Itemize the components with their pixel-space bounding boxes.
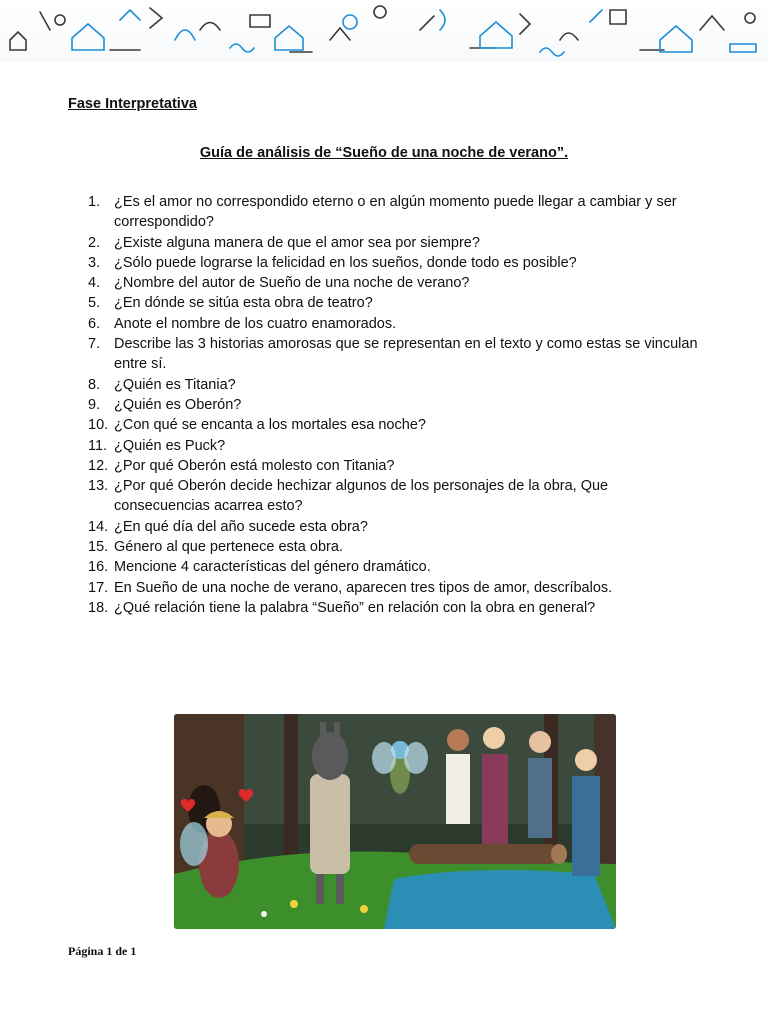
question-list <box>88 192 708 618</box>
question-number: 18. <box>88 599 109 616</box>
question-number: 10. <box>88 417 109 434</box>
question-item <box>88 293 708 313</box>
question-text: Mencione 4 características del género dramático. <box>114 559 431 576</box>
question-text: ¿Quién es Oberón? <box>114 396 242 413</box>
question-text: ¿Nombre del autor de Sueño de una noche de verano? <box>114 275 470 292</box>
question-item <box>88 253 708 273</box>
question-text: Describe las 3 historias amorosas que se representan en el texto y como estas se vinculan entre sí. <box>114 336 698 373</box>
question-item <box>88 334 708 375</box>
question-number: 5. <box>88 295 101 312</box>
question-number: 12. <box>88 457 109 474</box>
question-number: 2. <box>88 234 101 251</box>
question-item <box>88 578 708 598</box>
question-item <box>88 476 708 517</box>
question-text: ¿En dónde se sitúa esta obra de teatro? <box>114 295 373 312</box>
question-number: 6. <box>88 315 101 332</box>
question-text: ¿Sólo puede lograrse la felicidad en los sueños, donde todo es posible? <box>114 254 577 271</box>
question-number: 8. <box>88 376 101 393</box>
doodle-pattern <box>0 0 768 62</box>
question-text: Género al que pertenece esta obra. <box>114 539 343 556</box>
question-number: 9. <box>88 396 101 413</box>
question-item <box>88 415 708 435</box>
page-footer: Página 1 de 1 <box>68 944 137 958</box>
question-number: 3. <box>88 254 101 271</box>
question-text: ¿Con qué se encanta a los mortales esa noche? <box>114 417 426 434</box>
question-text: ¿Por qué Oberón decide hechizar algunos de los personajes de la obra, Que consecuencias acarrea esto? <box>114 478 609 515</box>
question-text: ¿En qué día del año sucede esta obra? <box>114 518 368 535</box>
question-text: ¿Quién es Titania? <box>114 376 236 393</box>
question-number: 11. <box>88 437 108 454</box>
storyboard-illustration <box>174 714 616 929</box>
question-item <box>88 557 708 577</box>
question-item <box>88 192 708 233</box>
question-item <box>88 517 708 537</box>
question-item <box>88 233 708 253</box>
question-text: ¿Por qué Oberón está molesto con Titania? <box>114 457 395 474</box>
question-number: 13. <box>88 478 109 495</box>
question-number: 1. <box>88 194 101 210</box>
question-number: 4. <box>88 275 101 292</box>
forest-scene-image <box>174 714 616 929</box>
question-number: 7. <box>88 336 101 353</box>
question-text: ¿Existe alguna manera de que el amor sea por siempre? <box>114 234 480 251</box>
question-item <box>88 314 708 334</box>
question-item <box>88 436 708 456</box>
guide-title: Guía de análisis de “Sueño de una noche de verano”. <box>199 145 569 161</box>
question-item <box>88 273 708 293</box>
question-number: 14. <box>88 518 109 535</box>
question-text: En Sueño de una noche de verano, aparecen tres tipos de amor, descríbalos. <box>114 579 613 596</box>
question-text: ¿Es el amor no correspondido eterno o en algún momento puede llegar a cambiar y ser correspondido? <box>114 194 677 231</box>
question-item <box>88 456 708 476</box>
question-number: 16. <box>88 559 109 576</box>
question-number: 15. <box>88 539 109 556</box>
question-text: ¿Qué relación tiene la palabra “Sueño” en relación con la obra en general? <box>114 599 596 616</box>
doodle-banner <box>0 0 768 62</box>
question-text: ¿Quién es Puck? <box>114 437 226 454</box>
question-item <box>88 598 708 618</box>
question-item <box>88 375 708 395</box>
question-item <box>88 537 708 557</box>
question-number: 17. <box>88 579 109 596</box>
question-text: Anote el nombre de los cuatro enamorados. <box>114 315 397 332</box>
section-heading: Fase Interpretativa <box>68 96 197 112</box>
question-item <box>88 395 708 415</box>
